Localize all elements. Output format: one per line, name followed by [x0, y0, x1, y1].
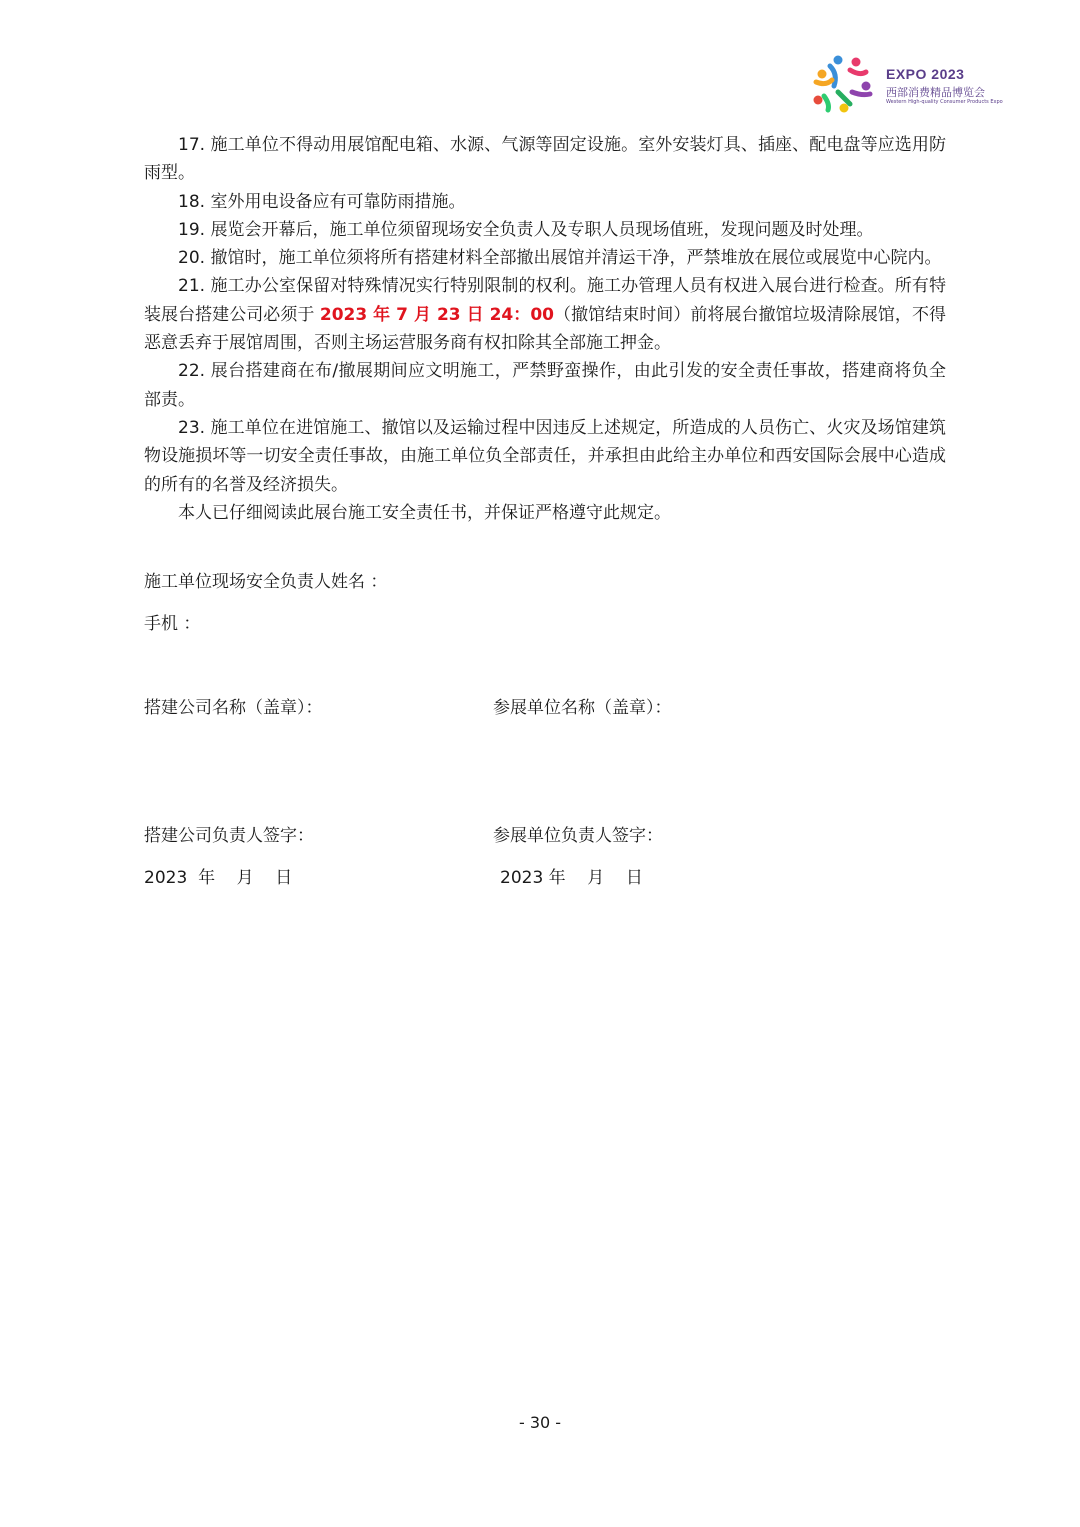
clause-21-text-b: （撤馆结束时间）前将展台撤馆垃圾清除展馆，不得恶意丢弃于展馆周围，否则主场运营服务商有权扣除其全部施工押金。: [144, 304, 946, 354]
date-right: 2023 年 月 日: [500, 868, 643, 888]
exhibitor-signature-label: 参展单位负责人签字：: [493, 826, 663, 846]
clause-21-deadline: 2023 年 7 月 23 日 24：00: [319, 304, 554, 325]
clause-22: 22. 展台搭建商在布/撤展期间应文明施工，严禁野蛮操作，由此引发的安全责任事故，搭建商将负全部责。: [144, 361, 946, 410]
expo-logo: [808, 52, 1008, 116]
clause-20: 20. 撤馆时，施工单位须将所有搭建材料全部撤出展馆并清运干净，严禁堆放在展位或展览中心院内。: [178, 248, 942, 269]
mobile-label: 手机 ：: [144, 614, 201, 634]
logo-english-name: Western High-quality Consumer Products Expo: [886, 99, 1003, 105]
clauses-body: [144, 131, 946, 527]
expo-logo-mark-icon: [808, 52, 884, 116]
page-number: - 30 -: [518, 1413, 562, 1432]
clause-19: 19. 展览会开幕后，施工单位须留现场安全负责人及专职人员现场值班，发现问题及时处理。: [178, 219, 874, 240]
logo-title: EXPO 2023: [886, 66, 965, 82]
declaration: 本人已仔细阅读此展台施工安全责任书，并保证严格遵守此规定。: [178, 502, 671, 523]
safety-person-name-label: 施工单位现场安全负责人姓名 ：: [144, 572, 388, 592]
logo-subtitle: 西部消费精品博览会: [886, 86, 985, 99]
clause-21-text-a: 21. 施工办公室保留对特殊情况实行特别限制的权利。施工办管理人员有权进入展台进行检查。所有特装展台搭建公司必须于: [144, 276, 946, 325]
date-left: 2023 年 月 日: [144, 868, 293, 888]
exhibitor-unit-label: 参展单位名称（盖章）：: [493, 698, 672, 718]
clause-17: 17. 施工单位不得动用展馆配电箱、水源、气源等固定设施。室外安装灯具、插座、配电盘等应选用防雨型。: [144, 135, 946, 184]
builder-company-label: 搭建公司名称（盖章）：: [144, 698, 323, 718]
clause-21: [144, 272, 946, 357]
clause-18: 18. 室外用电设备应有可靠防雨措施。: [178, 191, 466, 212]
builder-signature-label: 搭建公司负责人签字：: [144, 826, 314, 846]
clause-23: 23. 施工单位在进馆施工、撤馆以及运输过程中因违反上述规定，所造成的人员伤亡、火灾及场馆建筑物设施损坏等一切安全责任事故，由施工单位负全部责任，并承担由此给主办单位和西安国际会展中心造成的所有的名誉及经济损失。: [144, 417, 946, 495]
